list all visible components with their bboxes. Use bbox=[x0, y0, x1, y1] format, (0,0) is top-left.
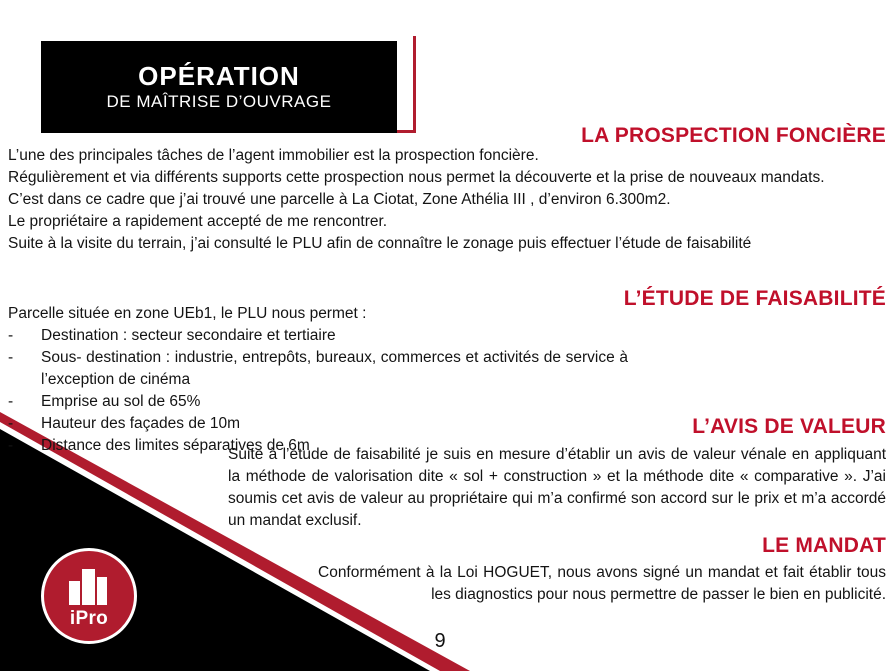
list-item bbox=[8, 325, 628, 347]
bullet-marker: - bbox=[8, 415, 14, 432]
bullet-marker: - bbox=[8, 393, 14, 410]
page-subtitle: DE MAÎTRISE D’OUVRAGE bbox=[106, 92, 332, 112]
paragraph: Régulièrement et via différents supports cette prospection nous permet la découverte et la prise de nouveaux mandats. bbox=[8, 169, 825, 186]
paragraph: Le propriétaire a rapidement accepté de me rencontrer. bbox=[8, 213, 388, 230]
page-number: 9 bbox=[434, 630, 446, 652]
paragraph: Parcelle située en zone UEb1, le PLU nous permet : bbox=[8, 305, 367, 322]
page-title: OPÉRATION bbox=[138, 60, 300, 91]
list-item-label: Emprise au sol de 65% bbox=[41, 393, 201, 410]
section-heading-mandat: LE MANDAT bbox=[762, 534, 886, 557]
paragraph: Suite à la visite du terrain, j’ai consulté le PLU afin de connaître le zonage puis effectuer l’étude de faisabilité bbox=[8, 235, 752, 252]
list-item-label: Distance des limites séparatives de 6m bbox=[41, 437, 310, 454]
building-icon bbox=[67, 565, 111, 605]
section-body-prospection bbox=[8, 145, 886, 255]
section-body-avis-de-valeur bbox=[228, 444, 886, 532]
logo-text: iPro bbox=[69, 608, 109, 629]
section-heading-faisabilite: L’ÉTUDE DE FAISABILITÉ bbox=[623, 287, 886, 310]
section-heading-prospection: LA PROSPECTION FONCIÈRE bbox=[581, 124, 886, 147]
section-heading-avis-de-valeur: L’AVIS DE VALEUR bbox=[692, 415, 886, 438]
paragraph: Suite à l’étude de faisabilité je suis en mesure d’établir un avis de valeur vénale en appliquant la méthode de valorisation dite « sol + construction » et la méthode dite « comparative ». J’ai soumis cet avis de valeur au propriétaire qui m’a confirmé son accord sur le prix et m’a accordé un mandat exclusif. bbox=[228, 446, 886, 529]
title-banner-body bbox=[41, 41, 397, 133]
list-item-label: Hauteur des façades de 10m bbox=[41, 415, 241, 432]
ipro-logo bbox=[41, 548, 137, 644]
bullet-marker: - bbox=[8, 437, 14, 454]
title-banner bbox=[41, 36, 409, 133]
section-body-mandat bbox=[318, 562, 886, 606]
list-item bbox=[8, 413, 628, 435]
list-item bbox=[8, 347, 628, 391]
paragraph: L’une des principales tâches de l’agent immobilier est la prospection foncière. bbox=[8, 147, 539, 164]
building-icon-tower-left bbox=[69, 581, 80, 605]
paragraph: Conformément à la Loi HOGUET, nous avons signé un mandat et fait établir tous les diagnostics pour nous permettre de passer le bien en publicité. bbox=[318, 564, 886, 603]
building-icon-tower-right bbox=[97, 577, 107, 605]
list-item bbox=[8, 391, 628, 413]
faisabilite-bullet-list bbox=[8, 325, 628, 457]
bullet-marker: - bbox=[8, 327, 14, 344]
building-icon-tower-center bbox=[82, 569, 95, 605]
bullet-marker: - bbox=[8, 349, 14, 366]
section-body-faisabilite bbox=[8, 303, 628, 457]
list-item-label: Destination : secteur secondaire et tertiaire bbox=[41, 327, 336, 344]
list-item-label: Sous- destination : industrie, entrepôts, bureaux, commerces et activités de service à l’exception de cinéma bbox=[41, 349, 628, 388]
paragraph: C’est dans ce cadre que j’ai trouvé une parcelle à La Ciotat, Zone Athélia III , d’environ 6.300m2. bbox=[8, 191, 671, 208]
